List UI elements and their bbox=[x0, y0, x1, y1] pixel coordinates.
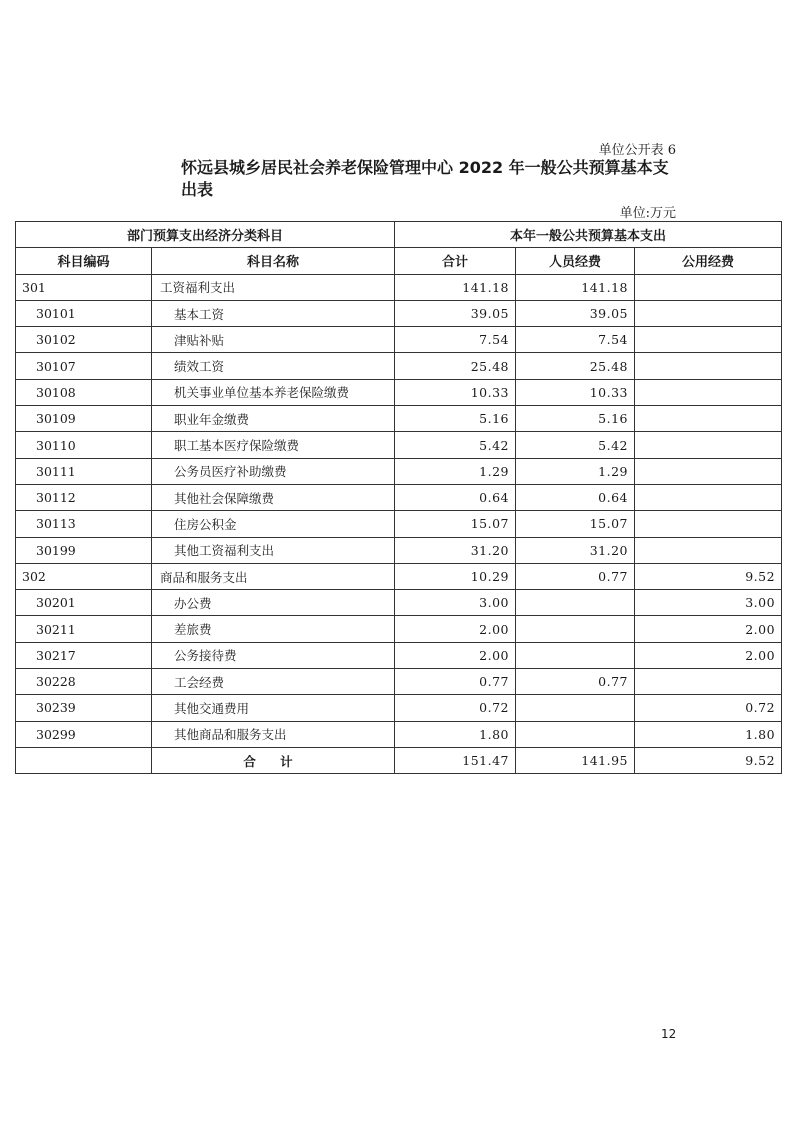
table-row bbox=[16, 274, 782, 300]
row-public bbox=[635, 537, 782, 563]
row-name: 办公费 bbox=[152, 590, 395, 616]
row-code: 30217 bbox=[16, 642, 152, 668]
row-total: 0.77 bbox=[395, 669, 516, 695]
row-name: 其他交通费用 bbox=[152, 695, 395, 721]
row-personnel: 25.48 bbox=[516, 353, 635, 379]
row-personnel: 39.05 bbox=[516, 300, 635, 326]
total-code-cell bbox=[16, 747, 152, 773]
table-row bbox=[16, 695, 782, 721]
table-row bbox=[16, 300, 782, 326]
row-name: 其他商品和服务支出 bbox=[152, 721, 395, 747]
table-row bbox=[16, 379, 782, 405]
table-row bbox=[16, 458, 782, 484]
row-name: 住房公积金 bbox=[152, 511, 395, 537]
row-name: 公务员医疗补助缴费 bbox=[152, 458, 395, 484]
table-row bbox=[16, 353, 782, 379]
row-total: 10.33 bbox=[395, 379, 516, 405]
row-total: 3.00 bbox=[395, 590, 516, 616]
row-name: 机关事业单位基本养老保险缴费 bbox=[152, 379, 395, 405]
row-personnel bbox=[516, 616, 635, 642]
row-code: 30228 bbox=[16, 669, 152, 695]
row-total: 1.29 bbox=[395, 458, 516, 484]
row-code: 30199 bbox=[16, 537, 152, 563]
row-public: 2.00 bbox=[635, 616, 782, 642]
table-row bbox=[16, 642, 782, 668]
row-name: 商品和服务支出 bbox=[152, 563, 395, 589]
row-code: 30239 bbox=[16, 695, 152, 721]
table-row bbox=[16, 563, 782, 589]
row-name: 差旅费 bbox=[152, 616, 395, 642]
header-basic-expenditure: 本年一般公共预算基本支出 bbox=[395, 222, 782, 248]
page-number: 12 bbox=[661, 1027, 677, 1041]
row-code: 30108 bbox=[16, 379, 152, 405]
row-total: 31.20 bbox=[395, 537, 516, 563]
total-label: 合 计 bbox=[152, 747, 395, 773]
row-personnel: 141.18 bbox=[516, 274, 635, 300]
row-public bbox=[635, 432, 782, 458]
table-row bbox=[16, 484, 782, 510]
row-public bbox=[635, 669, 782, 695]
row-total: 141.18 bbox=[395, 274, 516, 300]
row-public bbox=[635, 353, 782, 379]
row-code: 30299 bbox=[16, 721, 152, 747]
total-row bbox=[16, 747, 782, 773]
row-code: 30111 bbox=[16, 458, 152, 484]
row-name: 其他工资福利支出 bbox=[152, 537, 395, 563]
header-public: 公用经费 bbox=[635, 248, 782, 274]
row-name: 津贴补贴 bbox=[152, 327, 395, 353]
row-personnel: 7.54 bbox=[516, 327, 635, 353]
row-total: 15.07 bbox=[395, 511, 516, 537]
row-public bbox=[635, 406, 782, 432]
row-public bbox=[635, 300, 782, 326]
row-total: 5.42 bbox=[395, 432, 516, 458]
header-name: 科目名称 bbox=[152, 248, 395, 274]
row-code: 30211 bbox=[16, 616, 152, 642]
row-personnel: 15.07 bbox=[516, 511, 635, 537]
row-name: 工会经费 bbox=[152, 669, 395, 695]
row-name: 绩效工资 bbox=[152, 353, 395, 379]
total-public: 9.52 bbox=[635, 747, 782, 773]
row-total: 2.00 bbox=[395, 642, 516, 668]
row-public bbox=[635, 511, 782, 537]
row-personnel: 0.64 bbox=[516, 484, 635, 510]
row-name: 工资福利支出 bbox=[152, 274, 395, 300]
row-code: 301 bbox=[16, 274, 152, 300]
row-public bbox=[635, 484, 782, 510]
row-code: 30113 bbox=[16, 511, 152, 537]
row-public: 1.80 bbox=[635, 721, 782, 747]
row-name: 职工基本医疗保险缴费 bbox=[152, 432, 395, 458]
row-personnel bbox=[516, 590, 635, 616]
table-row bbox=[16, 616, 782, 642]
row-personnel: 5.42 bbox=[516, 432, 635, 458]
row-code: 30201 bbox=[16, 590, 152, 616]
row-total: 7.54 bbox=[395, 327, 516, 353]
table-row bbox=[16, 537, 782, 563]
header-personnel: 人员经费 bbox=[516, 248, 635, 274]
table-row bbox=[16, 590, 782, 616]
unit-label: 单位:万元 bbox=[619, 206, 676, 221]
header-columns-row bbox=[16, 248, 782, 274]
row-personnel bbox=[516, 642, 635, 668]
document-title: 怀远县城乡居民社会养老保险管理中心 2022 年一般公共预算基本支出表 bbox=[181, 158, 669, 199]
header-group-row bbox=[16, 222, 782, 248]
header-classification: 部门预算支出经济分类科目 bbox=[16, 222, 395, 248]
row-public bbox=[635, 458, 782, 484]
table-row bbox=[16, 432, 782, 458]
table-number: 单位公开表 6 bbox=[598, 143, 676, 158]
row-personnel: 31.20 bbox=[516, 537, 635, 563]
row-code: 30112 bbox=[16, 484, 152, 510]
row-total: 2.00 bbox=[395, 616, 516, 642]
row-public bbox=[635, 327, 782, 353]
table-row bbox=[16, 511, 782, 537]
row-total: 0.72 bbox=[395, 695, 516, 721]
table-row bbox=[16, 406, 782, 432]
table-row bbox=[16, 327, 782, 353]
row-name: 公务接待费 bbox=[152, 642, 395, 668]
total-personnel: 141.95 bbox=[516, 747, 635, 773]
row-name: 其他社会保障缴费 bbox=[152, 484, 395, 510]
row-code: 30107 bbox=[16, 353, 152, 379]
row-total: 10.29 bbox=[395, 563, 516, 589]
header-code: 科目编码 bbox=[16, 248, 152, 274]
row-personnel: 10.33 bbox=[516, 379, 635, 405]
row-public bbox=[635, 379, 782, 405]
row-code: 30101 bbox=[16, 300, 152, 326]
header-total: 合计 bbox=[395, 248, 516, 274]
row-personnel: 5.16 bbox=[516, 406, 635, 432]
row-code: 30109 bbox=[16, 406, 152, 432]
row-public: 0.72 bbox=[635, 695, 782, 721]
row-personnel bbox=[516, 721, 635, 747]
row-public: 9.52 bbox=[635, 563, 782, 589]
table-row bbox=[16, 721, 782, 747]
row-personnel: 1.29 bbox=[516, 458, 635, 484]
row-personnel bbox=[516, 695, 635, 721]
budget-table bbox=[15, 221, 782, 774]
table-row bbox=[16, 669, 782, 695]
row-total: 0.64 bbox=[395, 484, 516, 510]
row-code: 30102 bbox=[16, 327, 152, 353]
row-name: 职业年金缴费 bbox=[152, 406, 395, 432]
row-public: 3.00 bbox=[635, 590, 782, 616]
row-code: 30110 bbox=[16, 432, 152, 458]
row-personnel: 0.77 bbox=[516, 563, 635, 589]
row-name: 基本工资 bbox=[152, 300, 395, 326]
row-public bbox=[635, 274, 782, 300]
total-sum: 151.47 bbox=[395, 747, 516, 773]
row-total: 39.05 bbox=[395, 300, 516, 326]
table-body bbox=[16, 274, 782, 747]
row-public: 2.00 bbox=[635, 642, 782, 668]
row-total: 5.16 bbox=[395, 406, 516, 432]
row-personnel: 0.77 bbox=[516, 669, 635, 695]
row-code: 302 bbox=[16, 563, 152, 589]
row-total: 1.80 bbox=[395, 721, 516, 747]
row-total: 25.48 bbox=[395, 353, 516, 379]
